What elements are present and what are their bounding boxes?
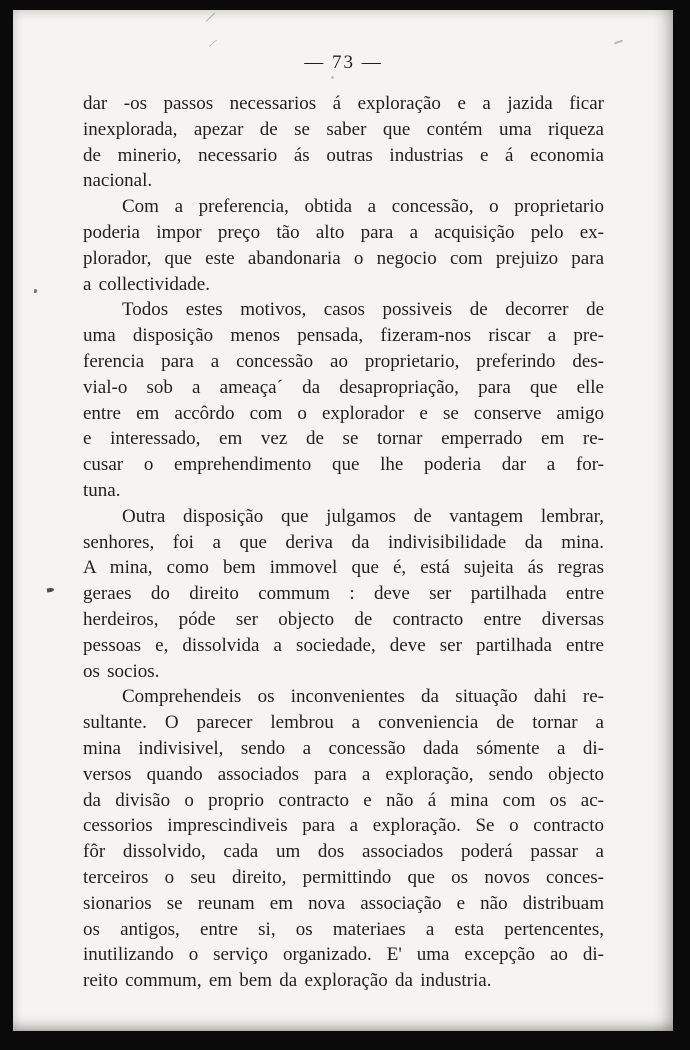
text-line: plorador, que este abandonaria o negocio com prejuizo para [83,247,604,269]
text-line: os socios. [83,660,160,682]
text-line: cessorios imprescindiveis para a exploração. Se o contracto [83,815,604,837]
text-line: terceiros o seu direito, permittindo que os novos conces- [83,866,604,888]
text-line: senhores, foi a que deriva da indivisibilidade da mina. [83,531,604,553]
text-line: dar -os passos necessarios á exploração e a jazida ficar [83,93,604,114]
text-line: pessoas e, dissolvida a sociedade, deve ser partilhada entre [83,634,604,656]
scan-artifact-dot [34,289,37,293]
text-line: fôr dissolvido, cada um dos associados poderá passar a [83,841,604,863]
text-line: Com a preferencia, obtida a concessão, o proprietario [122,196,604,218]
text-line: e interessado, em vez de se tornar emperrado em re- [83,428,604,450]
text-block [83,91,604,994]
text-line: de minerio, necessario ás outras industrias e á economia [83,144,604,166]
book-page [13,10,673,1031]
text-line: os antigos, entre si, os materiaes a esta pertencentes, [83,918,604,940]
text-line: poderia impor preço tão alto para a acquisição pelo ex- [83,221,604,243]
text-line: entre em accôrdo com o explorador e se conserve amigo [83,402,604,424]
scan-artifact-slash-1: ⁄ [207,9,213,27]
text-line: sultante. O parecer lembrou a conveniencia de tornar a [83,712,604,734]
paragraph [83,684,604,994]
text-line: uma disposição menos pensada, fizeram-nos riscar a pre- [83,325,604,347]
scan-artifact-slash-2: ⁄ [210,35,216,51]
text-line: versos quando associados para a exploração, sendo objecto [83,763,604,785]
text-line: vial-o sob a ameaça´ da desapropriação, para que elle [83,376,604,398]
text-line: Outra disposição que julgamos de vantagem lembrar, [122,505,604,527]
text-line: ferencia para a concessão ao proprietario, preferindo des- [83,350,604,372]
text-line: inexplorada, apezar de se saber que contém uma riqueza [83,118,604,140]
text-line: Todos estes motivos, casos possiveis de decorrer de [122,299,604,321]
text-line: sionarios se reunam em nova associação e não distribuam [83,892,604,914]
text-line: geraes do direito commum : deve ser partilhada entre [83,583,604,605]
text-line: Comprehendeis os inconvenientes da situação dahi re- [122,686,604,708]
paragraph [83,504,604,685]
scan-artifact-mark [47,588,54,593]
text-line: mina indivisivel, sendo a concessão dada sómente a di- [83,737,604,759]
text-line: nacional. [83,170,153,192]
scan-artifact-dash [614,40,623,45]
text-line: cusar o emprehendimento que lhe poderia dar a for- [83,454,604,476]
paragraph [83,91,604,194]
scan-artifact-speck [331,76,334,79]
text-line: da divisão o proprio contracto e não á mina com os ac- [83,789,604,811]
text-line: herdeiros, póde ser objecto de contracto entre diversas [83,608,604,630]
paragraph [83,297,604,503]
text-line: inutilizando o serviço organizado. E' uma excepção ao di- [83,944,604,966]
text-line: a collectividade. [83,273,210,295]
page-number: — 73 — [304,52,383,73]
text-line: A mina, como bem immovel que é, está sujeita ás regras [83,557,604,579]
text-line: tuna. [83,479,121,501]
text-line: reito commum, em bem da exploração da industria. [83,970,492,992]
paragraph [83,194,604,297]
